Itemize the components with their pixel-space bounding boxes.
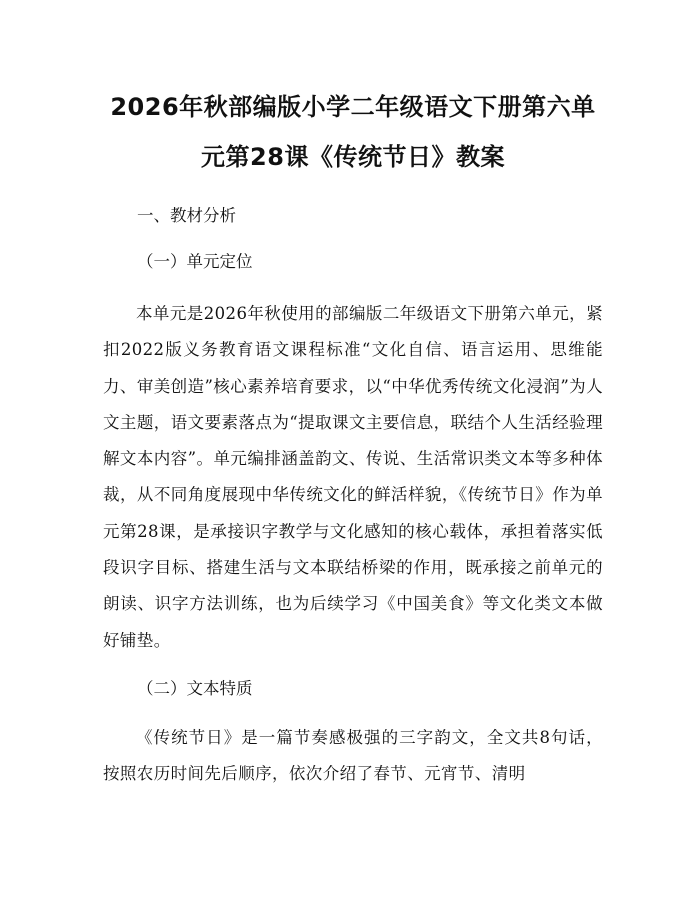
section-heading-textbook-analysis: 一、教材分析	[137, 206, 236, 225]
paragraph-text-features: 《传统节日》是一篇节奏感极强的三字韵文，全文共8句话，按照农历时间先后顺序，依次介绍了春节、元宵节、清明	[103, 727, 603, 784]
subsection-heading-unit-positioning: （一）单元定位	[137, 252, 253, 271]
subsection-heading-text-features: （二）文本特质	[137, 678, 253, 698]
paragraph-unit-positioning: 本单元是2026年秋使用的部编版二年级语文下册第六单元，紧扣2022版义务教育语文课程标准“文化自信、语言运用、思维能力、审美创造”核心素养培育要求，以“中华优秀传统文化浸润”为人文主题，语文要素落点为“提取课文主要信息，联结个人生活经验理解文本内容”。单元编排涵盖韵文、传说、生活常识类文本等多种体裁，从不同角度展现中华传统文化的鲜活样貌，《传统节日》作为单元第28课，是承接识字教学与文化感知的核心载体，承担着落实低段识字目标、搭建生活与文本联结桥梁的作用，既承接之前单元的朗读、识字方法训练，也为后续学习《中国美食》等文化类文本做好铺垫。	[103, 304, 603, 650]
document-title: 2026年秋部编版小学二年级语文下册第六单元第28课《传统节日》教案	[110, 93, 596, 171]
